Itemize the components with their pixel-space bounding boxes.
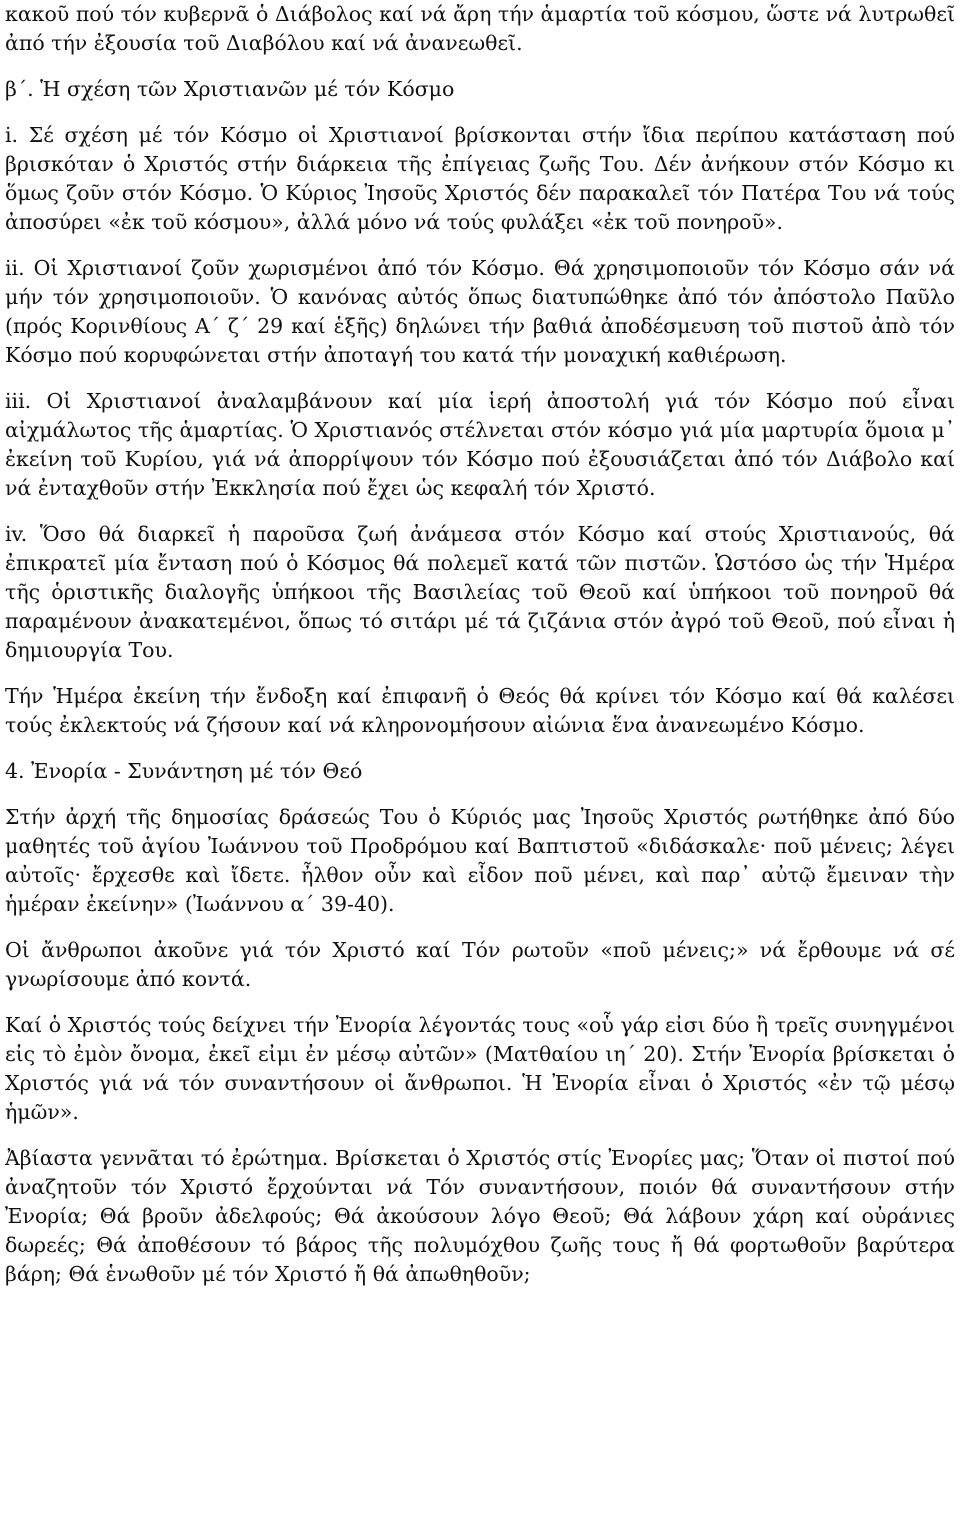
paragraph-disciples: Στήν ἀρχή τῆς δημοσίας δράσεώς Του ὁ Κύριός μας Ἰησοῦς Χριστός ρωτήθηκε ἀπό δύο μαθητές τοῦ ἁγίου Ἰωάννου τοῦ Προδρόμου καί Βαπτιστοῦ «διδάσκαλε· ποῦ μένεις; λέγει αὐτοῖς· ἔρχεσθε καὶ ἴδετε. ἦλθον οὖν καὶ εἶδον ποῦ μένει, καὶ παρ᾽ αὐτῷ ἔμειναν τὴν ἡμέραν ἐκείνην» (Ἰωάννου α΄ 39-40).: [5, 805, 955, 916]
paragraph-question: Ἀβίαστα γεννᾶται τό ἐρώτημα. Βρίσκεται ὁ Χριστός στίς Ἐνορίες μας; Ὅταν οἱ πιστοί πού ἀναζητοῦν τόν Χριστό ἔρχούνται νά Τόν συναντήσουν, ποιόν θά συναντήσουν στήν Ἐνορία; Θά βροῦν ἀδελφούς; Θά ἀκούσουν λόγο Θεοῦ; Θά λάβουν χάρη καί οὐράνιες δωρεές; Θά ἀποθέσουν τό βάρος τῆς πολυμόχθου ζωῆς τους ἤ θά φορτωθοῦν βαρύτερα βάρη; Θά ἑνωθοῦν μέ τόν Χριστό ἤ θά ἀπωθηθοῦν;: [5, 1146, 955, 1286]
paragraph-point-iv: iv. Ὅσο θά διαρκεῖ ἡ παροῦσα ζωή ἀνάμεσα στόν Κόσμο καί στούς Χριστιανούς, θά ἐπικρατεῖ μία ἔνταση πού ὁ Κόσμος θά πολεμεῖ κατά τῶν πιστῶν. Ὡστόσο ὡς τήν Ἡμέρα τῆς ὁριστικῆς διαλογῆς ὑπήκοοι τῆς Βασιλείας τοῦ Θεοῦ καί ὑπήκοοι τοῦ πονηροῦ θά παραμένουν ἀνακατεμένοι, ὅπως τό σιτάρι μέ τά ζιζάνια στόν ἀγρό τοῦ Θεοῦ, πού εἶναι ἡ δημιουργία Του.: [5, 522, 955, 662]
paragraph-continuation: κακοῦ πού τόν κυβερνᾶ ὁ Διάβολος καί νά ἄρη τήν ἁμαρτία τοῦ κόσμου, ὥστε νά λυτρωθεῖ ἀπό τήν ἐξουσία τοῦ Διαβόλου καί νά ἀνανεωθεῖ.: [5, 2, 955, 55]
paragraph-judgement-day: Τήν Ἡμέρα ἐκείνη τήν ἔνδοξη καί ἐπιφανῆ ὁ Θεός θά κρίνει τόν Κόσμο καί θά καλέσει τούς ἐκλεκτούς νά ζήσουν καί νά κληρονομήσουν αἰώνια ἕνα ἀνανεωμένο Κόσμο.: [5, 684, 955, 737]
paragraph-people-ask: Οἱ ἄνθρωποι ἀκοῦνε γιά τόν Χριστό καί Τόν ρωτοῦν «ποῦ μένεις;» νά ἔρθουμε νά σέ γνωρίσουμε ἀπό κοντά.: [5, 938, 955, 991]
paragraph-point-ii: ii. Οἱ Χριστιανοί ζοῦν χωρισμένοι ἀπό τόν Κόσμο. Θά χρησιμοποιοῦν τόν Κόσμο σάν νά μήν τόν χρησιμοποιοῦν. Ὁ κανόνας αὐτός ὅπως διατυπώθηκε ἀπό τόν ἀπόστολο Παῦλο (πρός Κορινθίους Α΄ ζ΄ 29 καί ἑξῆς) δηλώνει τήν βαθιά ἀποδέσμευση τοῦ πιστοῦ ἀπὸ τόν Κόσμο πού κορυφώνεται στήν ἀποταγή του κατά τήν μοναχική καθιέρωση.: [5, 256, 955, 367]
section-heading-parish: 4. Ἐνορία - Συνάντηση μέ τόν Θεό: [5, 759, 363, 783]
section-heading-beta: β΄. Ἡ σχέση τῶν Χριστιανῶν μέ τόν Κόσμο: [5, 77, 455, 101]
paragraph-point-i: i. Σέ σχέση μέ τόν Κόσμο οἱ Χριστιανοί βρίσκονται στήν ἴδια περίπου κατάσταση πού βρισκόταν ὁ Χριστός στήν διάρκεια τῆς ἐπίγειας ζωῆς Του. Δέν ἀνήκουν στόν Κόσμο κι ὅμως ζοῦν στόν Κόσμο. Ὁ Κύριος Ἰησοῦς Χριστός δέν παρακαλεῖ τόν Πατέρα Του νά τούς ἀποσύρει «ἐκ τοῦ κόσμου», ἀλλά μόνο νά τούς φυλάξει «ἐκ τοῦ πονηροῦ».: [5, 123, 955, 234]
paragraph-parish-christ: Καί ὁ Χριστός τούς δείχνει τήν Ἐνορία λέγοντάς τους «οὗ γάρ εἰσι δύο ἢ τρεῖς συνηγμένοι εἰς τὸ ἐμὸν ὄνομα, ἐκεῖ εἰμι ἐν μέσῳ αὐτῶν» (Ματθαίου ιη΄ 20). Στήν Ἐνορία βρίσκεται ὁ Χριστός γιά νά τόν συναντήσουν οἱ ἄνθρωποι. Ἡ Ἐνορία εἶναι ὁ Χριστός «ἐν τῷ μέσῳ ἡμῶν».: [5, 1013, 955, 1124]
paragraph-point-iii: iii. Οἱ Χριστιανοί ἀναλαμβάνουν καί μία ἱερή ἀποστολή γιά τόν Κόσμο πού εἶναι αἰχμάλωτος τῆς ἁμαρτίας. Ὁ Χριστιανός στέλνεται στόν κόσμο γιά μία μαρτυρία ὅμοια μ᾽ ἐκείνη τοῦ Κυρίου, γιά νά ἀπορρίψουν τόν Κόσμο πού ἐξουσιάζεται ἀπό τόν Διάβολο καί νά ἐνταχθοῦν στήν Ἐκκλησία πού ἔχει ὡς κεφαλή τόν Χριστό.: [5, 389, 955, 500]
document-page: [5, 0, 955, 1306]
